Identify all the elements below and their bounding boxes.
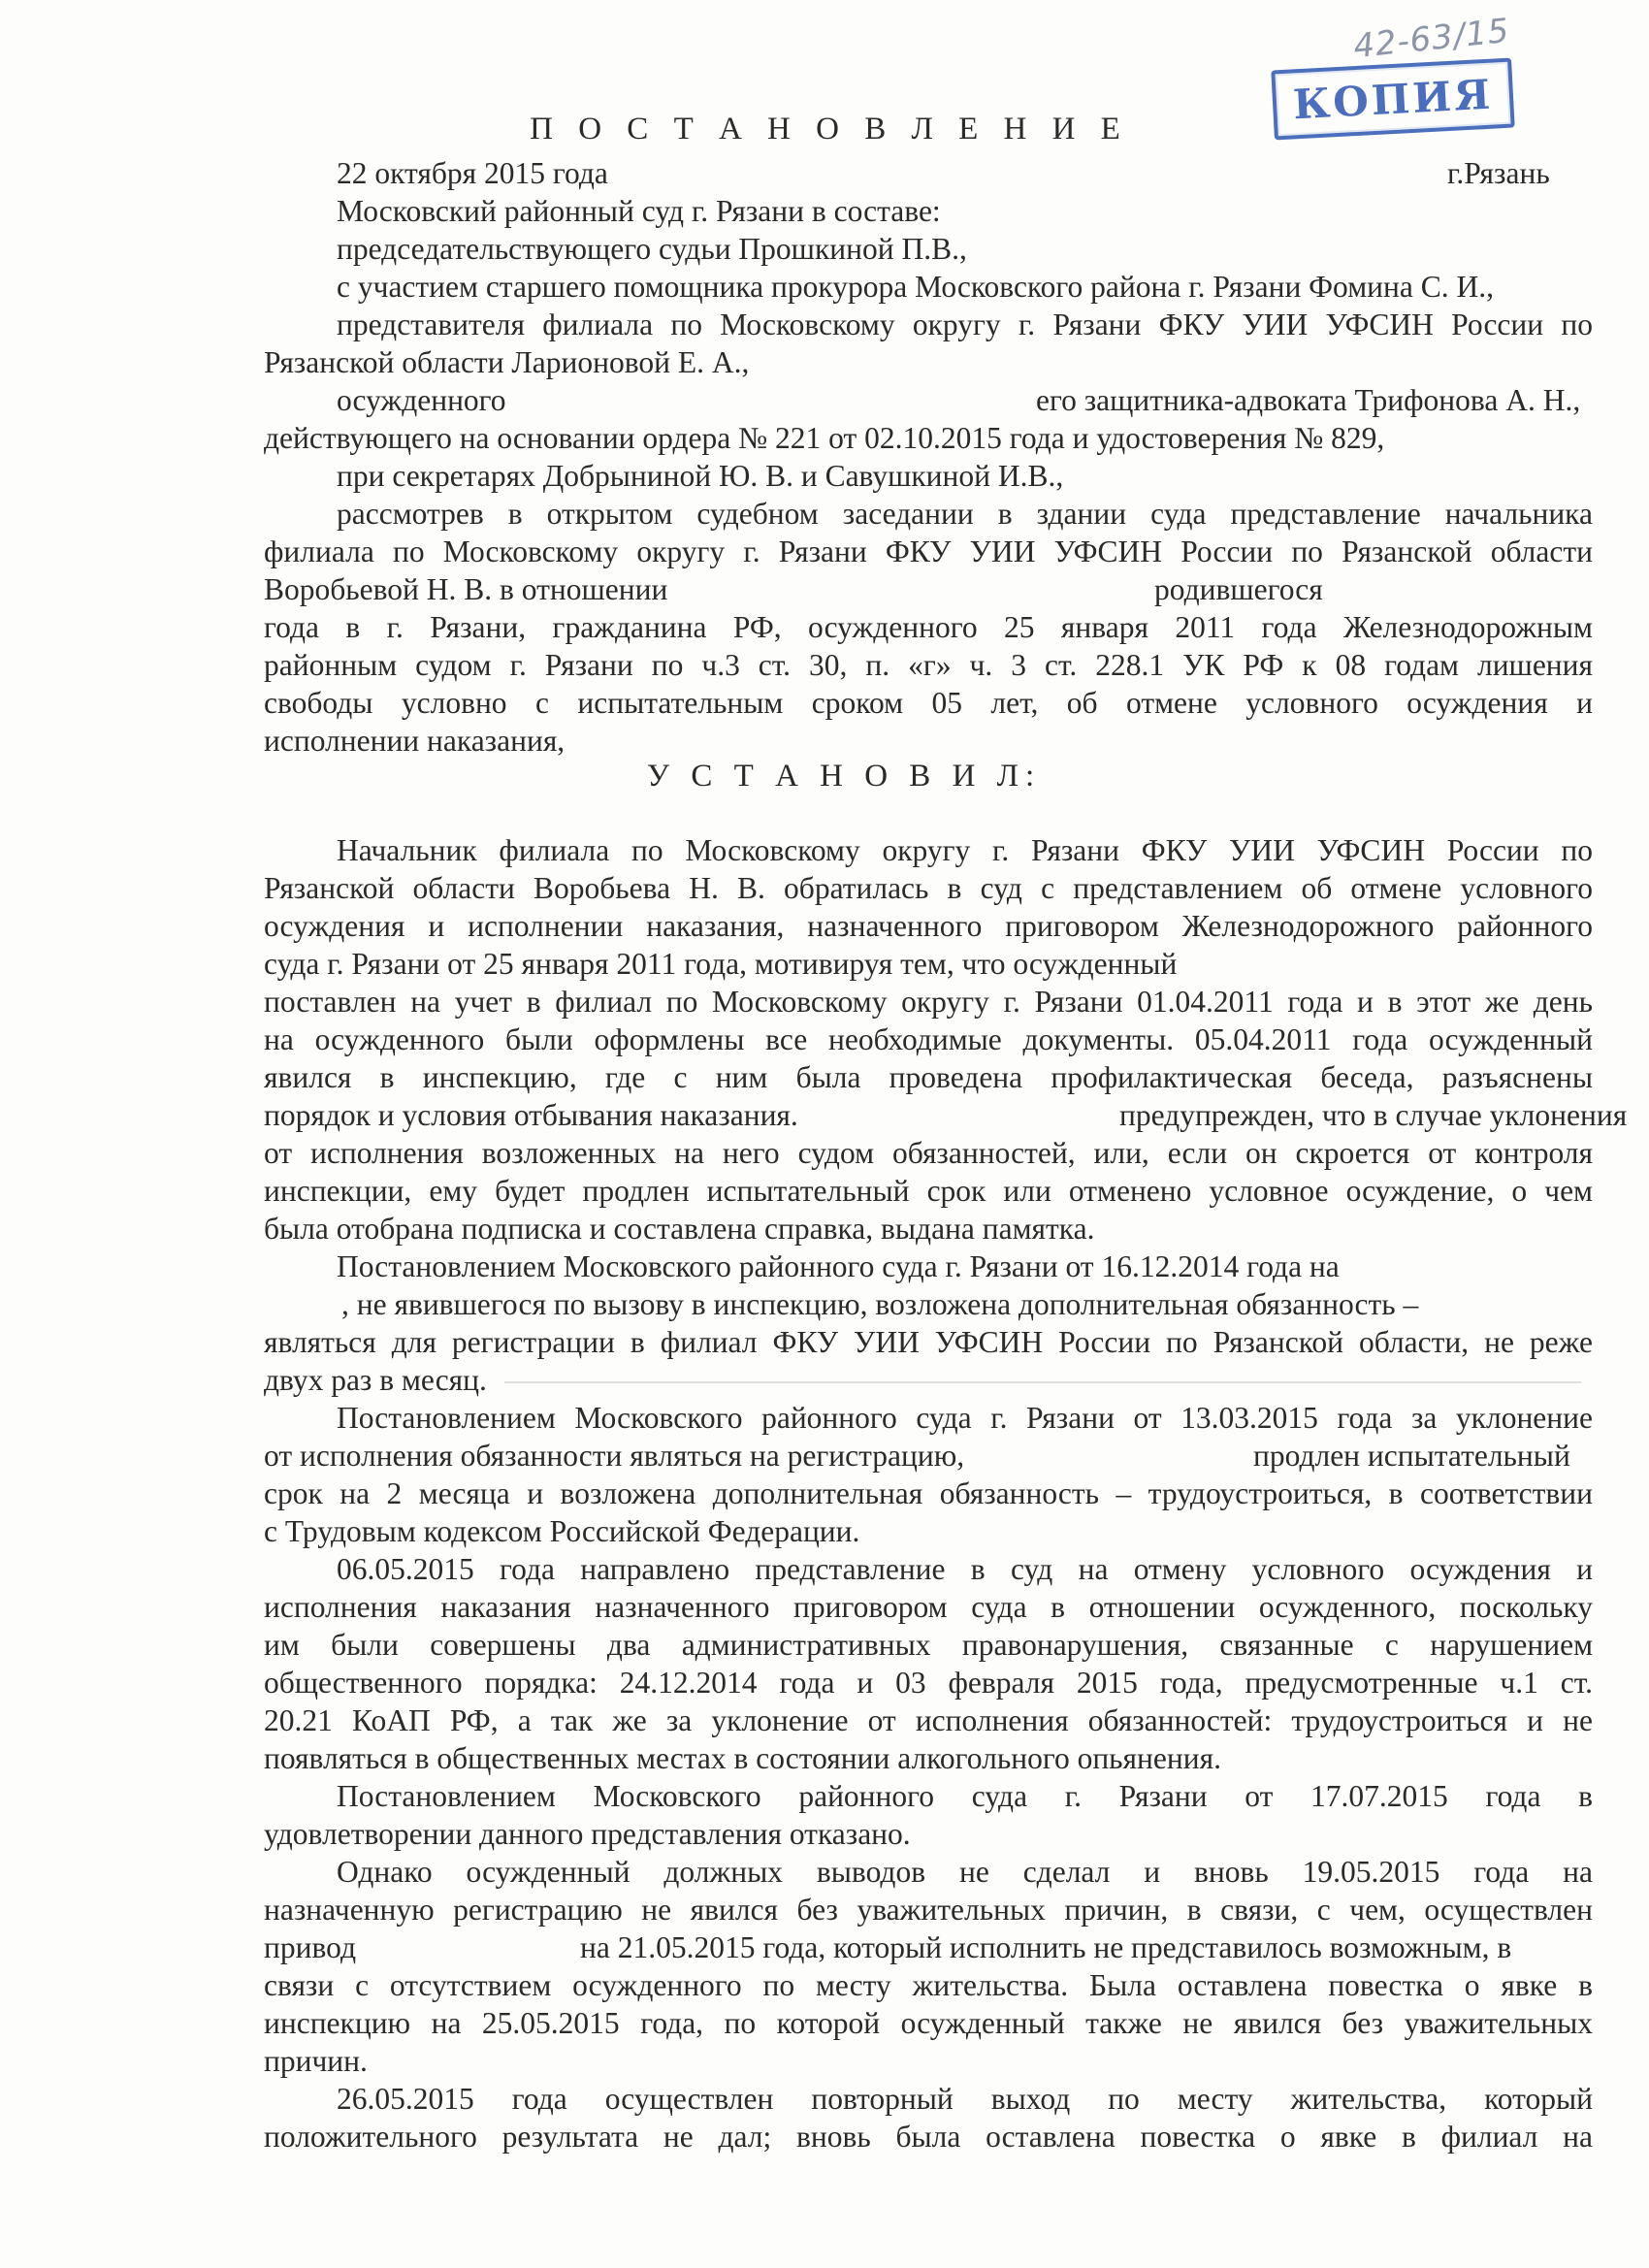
p1-line4: суда г. Рязани от 25 января 2011 года, мотивируя тем, что осужденный — [264, 947, 1178, 981]
intro-secretaries: при секретарях Добрыниной Ю. В. и Савушкиной И.В., — [337, 459, 1064, 493]
intro-considered-line4: года в г. Рязани, гражданина РФ, осужденного 25 января 2011 года Железнодорожным — [264, 610, 1593, 644]
handwritten-case-number: 42-63/15 — [1351, 11, 1512, 67]
p6-line6: причин. — [264, 2044, 368, 2078]
p6-line2: назначенную регистрацию не явился без уважительных причин, в связи, с чем, осуществлен — [264, 1893, 1593, 1927]
p1-line8b: предупрежден, что в случае уклонения — [1119, 1098, 1628, 1132]
p5-line2: удовлетворении данного представления отказано. — [264, 1817, 911, 1851]
p4-line3: им были совершены два административных правонарушения, связанные с нарушением — [264, 1628, 1593, 1662]
p4-line1: 06.05.2015 года направлено представление в суд на отмену условного осуждения и — [337, 1552, 1593, 1586]
p1-line9: от исполнения возложенных на него судом обязанностей, или, если он скроется от контроля — [264, 1136, 1593, 1170]
intro-defender: его защитника-адвоката Трифонова А. Н., — [1036, 383, 1581, 417]
p7-line2: положительного результата не дал; вновь была оставлена повестка о явке в филиал на — [264, 2120, 1593, 2154]
intro-judge: председательствующего судьи Прошкиной П.В., — [337, 232, 967, 266]
p1-line11: была отобрана подписка и составлена справка, выдана памятка. — [264, 1212, 1095, 1246]
p2-line3: являться для регистрации в филиал ФКУ УИИ УФСИН России по Рязанской области, не реже — [264, 1325, 1593, 1359]
p6-line4: связи с отсутствием осужденного по месту жительства. Была оставлена повестка о явке в — [264, 1968, 1593, 2002]
p3-line3: срок на 2 месяца и возложена дополнительная обязанность – трудоустроиться, в соответствии — [264, 1476, 1593, 1510]
p1-line1: Начальник филиала по Московскому округу г. Рязани ФКУ УИИ УФСИН России по — [337, 833, 1593, 867]
p3-line2b: продлен испытательный — [1253, 1439, 1570, 1473]
intro-representative-line2: Рязанской области Ларионовой Е. А., — [264, 345, 750, 379]
scan-smudge-line — [504, 1381, 1581, 1383]
p6-line1: Однако осужденный должных выводов не сделал и вновь 19.05.2015 года на — [337, 1855, 1593, 1889]
intro-representative-line1: представителя филиала по Московскому округу г. Рязани ФКУ УИИ УФСИН России по — [337, 308, 1593, 341]
intro-court: Московский районный суд г. Рязани в составе: — [337, 194, 941, 228]
intro-convict-label: осужденного — [337, 383, 506, 417]
p1-line2: Рязанской области Воробьева Н. В. обратилась в суд с представлением об отмене условного — [264, 871, 1593, 905]
p4-line6: появляться в общественных местах в состоянии алкогольного опьянения. — [264, 1741, 1221, 1775]
p7-line1: 26.05.2015 года осуществлен повторный выход по месту жительства, который — [337, 2082, 1593, 2116]
p1-line6: на осужденного были оформлены все необходимые документы. 05.04.2011 года осужденный — [264, 1022, 1593, 1056]
p4-line5: 20.21 КоАП РФ, а так же за уклонение от исполнения обязанностей: трудоустроиться и не — [264, 1703, 1593, 1737]
p6-line3a: привод — [264, 1930, 356, 1964]
p1-line5: поставлен на учет в филиал по Московскому округу г. Рязани 01.04.2011 года и в этот же день — [264, 985, 1593, 1019]
p6-line5: инспекцию на 25.05.2015 года, по которой осужденный также не явился без уважительных — [264, 2006, 1593, 2040]
p1-line8a: порядок и условия отбывания наказания. — [264, 1098, 798, 1132]
p5-line1: Постановлением Московского районного суда г. Рязани от 17.07.2015 года в — [337, 1779, 1593, 1813]
intro-considered-line1: рассмотрев в открытом судебном заседании в здании суда представление начальника — [337, 497, 1593, 531]
intro-considered-line5: районным судом г. Рязани по ч.3 ст. 30, п. «г» ч. 3 ст. 228.1 УК РФ к 08 годам лишения — [264, 648, 1593, 682]
document-title: П О С Т А Н О В Л Е Н И Е — [530, 112, 1129, 146]
intro-order: действующего на основании ордера № 221 от 02.10.2015 года и удостоверения № 829, — [264, 421, 1385, 455]
p3-line2a: от исполнения обязанности являться на регистрацию, — [264, 1439, 965, 1473]
copy-stamp-text: КОПИЯ — [1291, 70, 1495, 128]
intro-considered-line3a: Воробьевой Н. В. в отношении — [264, 572, 668, 606]
p3-line1: Постановлением Московского районного суда г. Рязани от 13.03.2015 года за уклонение — [337, 1401, 1593, 1435]
p1-line7: явился в инспекцию, где с ним была проведена профилактическая беседа, разъяснены — [264, 1060, 1593, 1094]
intro-considered-line6: свободы условно с испытательным сроком 05 лет, об отмене условного осуждения и — [264, 686, 1593, 720]
p1-line10: инспекции, ему будет продлен испытательный срок или отменено условное осуждение, о чем — [264, 1174, 1593, 1208]
p6-line3b: на 21.05.2015 года, который исполнить не представилось возможным, в — [580, 1930, 1512, 1964]
section-heading: У С Т А Н О В И Л: — [646, 759, 1042, 794]
p3-line4: с Трудовым кодексом Российской Федерации. — [264, 1514, 860, 1548]
document-date: 22 октября 2015 года — [337, 156, 608, 190]
p2-line4: двух раз в месяц. — [264, 1363, 487, 1397]
p4-line2: исполнения наказания назначенного приговором суда в отношении осужденного, поскольку — [264, 1590, 1593, 1624]
p4-line4: общественного порядка: 24.12.2014 года и 03 февраля 2015 года, предусмотренные ч.1 ст. — [264, 1666, 1593, 1700]
intro-considered-line2: филиала по Московскому округу г. Рязани ФКУ УИИ УФСИН России по Рязанской области — [264, 535, 1593, 568]
p1-line3: осуждения и исполнении наказания, назначенного приговором Железнодорожного районного — [264, 909, 1593, 943]
document-city: г.Рязань — [1447, 156, 1550, 190]
intro-prosecutor: с участием старшего помощника прокурора Московского района г. Рязани Фомина С. И., — [337, 270, 1494, 304]
intro-considered-line3b: родившегося — [1154, 572, 1323, 606]
p2-line2: , не явившегося по вызову в инспекцию, возложена дополнительная обязанность – — [341, 1287, 1419, 1321]
intro-considered-line7: исполнении наказания, — [264, 724, 566, 758]
p2-line1: Постановлением Московского районного суда г. Рязани от 16.12.2014 года на — [337, 1249, 1340, 1283]
